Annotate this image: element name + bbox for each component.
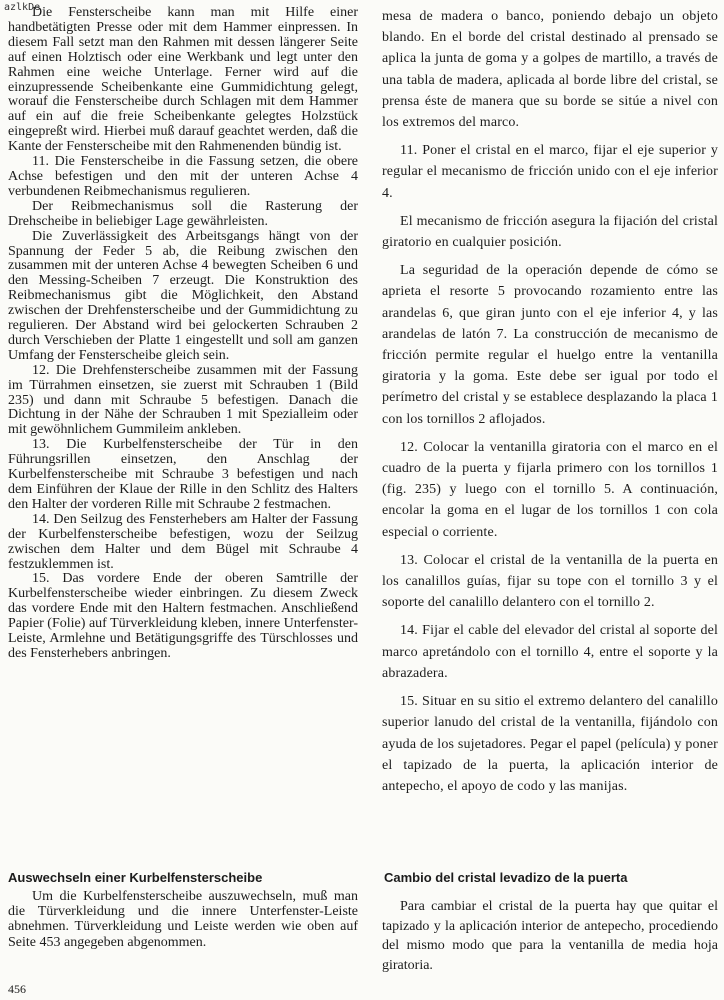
page-number: 456 bbox=[8, 982, 26, 996]
spanish-paragraph: 15. Situar en su sitio el extremo delantero del canalillo superior lanudo del cristal de la ventanilla, fijándolo con ayuda de los sujetadores. Pegar el papel (película) y poner el tapizado de la puerta, la aplicación interior de antepecho, el apoyo de codo y las manijas. bbox=[382, 694, 718, 794]
spanish-column bbox=[382, 6, 718, 804]
spanish-paragraph: 13. Colocar el cristal de la ventanilla de la puerta en los canalillos guías, fijar su tope con el tornillo 3 y el soporte del canalillo delantero con el tornillo 2. bbox=[382, 552, 718, 611]
spanish-section-heading: Cambio del cristal levadizo de la puerta bbox=[384, 870, 628, 885]
german-section-text: Um die Kurbelfensterscheibe auszuwechseln, muß man die Türverkleidung und die innere Unterfenster-Leiste abnehmen. Türverkleidung und Leiste werden wie oben auf Seite 453 angegeben abgenommen. bbox=[8, 889, 358, 950]
watermark: azlkDe bbox=[4, 2, 41, 13]
german-paragraph: Die Zuverlässigkeit des Arbeitsgangs hängt von der Spannung der Feder 5 ab, die Reibung zwischen den zusammen mit der unteren Achse 4 bewegten Scheiben 6 und den Messing-Scheiben 7 erzeugt. Die Konstruktion des Reibmechanismus gibt die Möglichkeit, den Abstand zwischen der Drehfensterscheibe und der Gummidichtung zu regulieren. Der Abstand wird bei gelockerten Schrauben 2 durch Verschieben der Platte 1 eingestellt und soll am ganzen Umfang der Fensterscheibe gleich sein. bbox=[8, 228, 358, 363]
german-paragraph: 13. Die Kurbelfensterscheibe der Tür in den Führungsrillen einsetzen, den Anschlag der Kurbelfensterscheibe mit Schraube 3 befestigen und nach dem Einführen der Klaue der Rille in den Schlitz des Halters den Halter der vorderen Rille mit Schraube 2 festmachen. bbox=[8, 437, 358, 512]
spanish-paragraph: 11. Poner el cristal en el marco, fijar el eje superior y regular el mecanismo de fricción unido con el eje inferior 4. bbox=[382, 143, 718, 201]
german-paragraph: Der Reibmechanismus soll die Rasterung der Drehscheibe in beliebiger Lage gewährleisten. bbox=[8, 198, 358, 229]
german-paragraph: 14. Den Seilzug des Fensterhebers am Halter der Fassung der Kurbelfensterscheibe befestigen, wozu der Seilzug zwischen dem Halter und dem Bügel mit Schraube 4 festzuklemmen ist. bbox=[8, 511, 358, 572]
german-paragraph: Die Fensterscheibe kann man mit Hilfe einer handbetätigten Presse oder mit dem Hammer einpressen. In diesem Fall setzt man den Rahmen mit dessen längerer Seite auf einen Holztisch oder eine Werkbank und legt unter den Rahmen eine weiche Unterlage. Ferner wird auf die einzupressende Scheibenkante eine Gummidichtung gelegt, worauf die Fensterscheibe durch Schlagen mit dem Hammer auf ein auf die freie Scheibenkante gelegtes Holzstück eingepreßt wird. Hierbei muß darauf geachtet werden, daß die Kante der Fensterscheibe mit den Rahmenenden bündig ist. bbox=[8, 5, 358, 155]
spanish-paragraph: La seguridad de la operación depende de cómo se aprieta el resorte 5 provocando rozamiento entre las arandelas 6, que giran junto con el eje inferior 4, y las arandelas de latón 7. La construcción de mecanismo de fricción permite regular el huelgo entre la ventanilla giratoria y la goma. Este debe ser igual por todo el perímetro del cristal y se establece desplazando la placa 1 con los tornillos 2 aflojados. bbox=[382, 263, 718, 427]
german-paragraph: 11. Die Fensterscheibe in die Fassung setzen, die obere Achse befestigen und den mit der unteren Achse 4 verbundenen Reibmechanismus regulieren. bbox=[8, 154, 358, 199]
spanish-paragraph: 14. Fijar el cable del elevador del cristal al soporte del marco apretándolo con el tornillo 4, entre el soporte y la abrazadera. bbox=[382, 623, 718, 681]
spanish-paragraph: El mecanismo de fricción asegura la fijación del cristal giratorio en cualquier posición. bbox=[382, 213, 718, 251]
spanish-section-text: Para cambiar el cristal de la puerta hay que quitar el tapizado y la aplicación interior de antepecho, procediendo del mismo modo que para la ventanilla de media hoja giratoria. bbox=[382, 899, 718, 973]
spanish-paragraph: 12. Colocar la ventanilla giratoria con el marco en el cuadro de la puerta y fijarla primero con los tornillos 1 (fig. 235) y luego con el tornillo 5. A continuación, encolar la goma en el lugar de los tornillos 1 con cola especial o corriente. bbox=[382, 439, 718, 540]
german-column bbox=[8, 6, 358, 662]
spanish-paragraph: mesa de madera o banco, poniendo debajo un objeto blando. En el borde del cristal destinado al prensado se aplica la junta de goma y a golpes de martillo, a través de una tabla de madera, aplicada al borde libre del cristal, se prensa éste de manera que su borde se sitúe a nivel con los extremos del marco. bbox=[382, 9, 718, 131]
german-paragraph: 12. Die Drehfensterscheibe zusammen mit der Fassung im Türrahmen einsetzen, sie zuerst mit Schrauben 1 (Bild 235) und dann mit Schraube 5 befestigen. Danach die Dichtung in der Nähe der Schrauben 1 mit Spezialleim oder mit gewöhnlichem Gummileim ankleben. bbox=[8, 362, 358, 438]
german-section-heading: Auswechseln einer Kurbelfensterscheibe bbox=[8, 870, 263, 885]
german-paragraph: 15. Das vordere Ende der oberen Samtrille der Kurbelfensterscheibe wieder einbringen. Zu diesem Zweck das vordere Ende mit den Haltern festmachen. Anschließend Papier (Folie) auf Türverkleidung kleben, innere Unterfenster-Leiste, Armlehne und Betätigungsgriffe des Türschlosses und des Fensterhebers anbringen. bbox=[8, 571, 358, 661]
